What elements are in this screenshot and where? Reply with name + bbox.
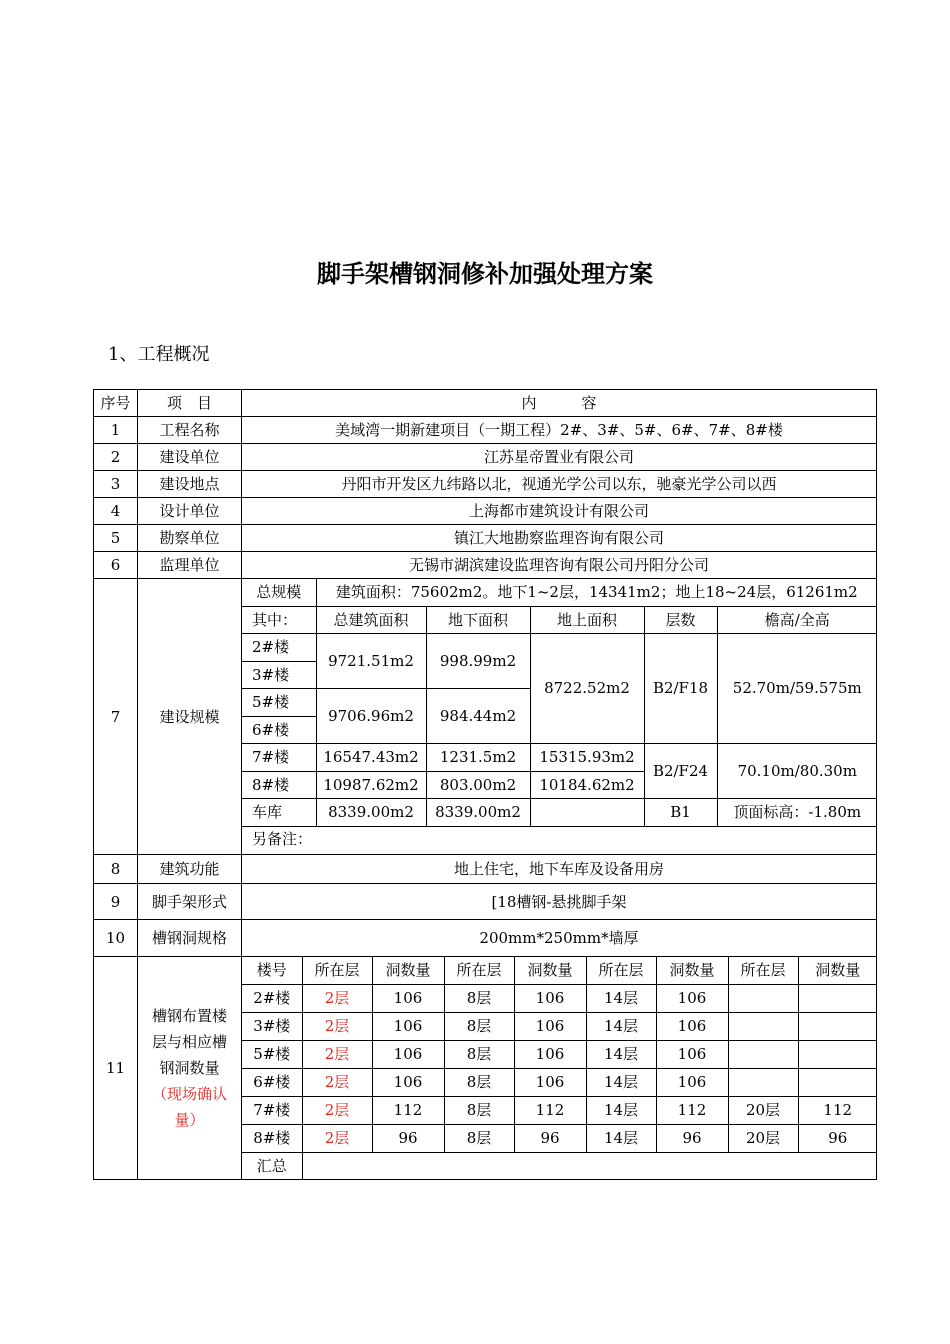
holes-count: 112 bbox=[798, 1096, 877, 1124]
row-no: 4 bbox=[94, 498, 138, 525]
holes-floor: 2层 bbox=[302, 984, 372, 1012]
holes-count: 112 bbox=[656, 1096, 728, 1124]
total-area-value: 16547.43m2 bbox=[316, 743, 426, 771]
holes-floor: 20层 bbox=[728, 1124, 798, 1152]
aboveground-area-value: 10184.62m2 bbox=[530, 771, 644, 798]
row-item: 工程名称 bbox=[138, 417, 242, 444]
holes-floor: 14层 bbox=[586, 1124, 656, 1152]
total-area-value: 9706.96m2 bbox=[316, 688, 426, 743]
table-row bbox=[94, 471, 877, 498]
holes-floor: 8层 bbox=[444, 1124, 514, 1152]
holes-building: 5#楼 bbox=[242, 1040, 302, 1068]
holes-count: 106 bbox=[656, 984, 728, 1012]
holes-floor bbox=[728, 1068, 798, 1096]
row-no: 3 bbox=[94, 471, 138, 498]
header-item: 项 目 bbox=[138, 390, 242, 417]
holes-count bbox=[798, 984, 877, 1012]
holes-count: 106 bbox=[372, 1040, 444, 1068]
holes-floor bbox=[728, 1040, 798, 1068]
holes-count: 106 bbox=[514, 1068, 586, 1096]
holes-header: 所在层 bbox=[302, 957, 372, 984]
holes-building: 6#楼 bbox=[242, 1068, 302, 1096]
row-no: 6 bbox=[94, 552, 138, 579]
holes-floor: 14层 bbox=[586, 1012, 656, 1040]
sub-header-floors: 层数 bbox=[644, 606, 717, 633]
aboveground-area-value bbox=[530, 798, 644, 826]
row-content: 上海都市建筑设计有限公司 bbox=[242, 498, 877, 525]
row-item-holes bbox=[138, 957, 242, 1180]
holes-header-row bbox=[242, 957, 877, 984]
table-row bbox=[94, 920, 877, 957]
holes-header: 所在层 bbox=[728, 957, 798, 984]
holes-count: 112 bbox=[372, 1096, 444, 1124]
row-content: [18槽钢-悬挑脚手架 bbox=[242, 884, 877, 920]
row-item: 建筑功能 bbox=[138, 855, 242, 884]
holes-building: 8#楼 bbox=[242, 1124, 302, 1152]
scale-detail-cell bbox=[242, 579, 877, 855]
row-item: 槽钢洞规格 bbox=[138, 920, 242, 957]
holes-floor: 8层 bbox=[444, 1012, 514, 1040]
project-overview-table bbox=[93, 389, 877, 1180]
holes-building: 3#楼 bbox=[242, 1012, 302, 1040]
sub-header-underground-area: 地下面积 bbox=[426, 606, 530, 633]
row-no: 5 bbox=[94, 525, 138, 552]
floors-value: B2/F18 bbox=[644, 633, 717, 743]
underground-area-value: 8339.00m2 bbox=[426, 798, 530, 826]
holes-header: 洞数量 bbox=[514, 957, 586, 984]
item-line: 层与相应槽 bbox=[151, 1033, 227, 1051]
item-note-red: 量） bbox=[174, 1111, 205, 1129]
holes-floor: 2层 bbox=[302, 1096, 372, 1124]
row-content: 江苏星帝置业有限公司 bbox=[242, 444, 877, 471]
holes-count: 96 bbox=[372, 1124, 444, 1152]
holes-count: 106 bbox=[514, 1012, 586, 1040]
item-note-red: （现场确认 bbox=[151, 1085, 227, 1103]
table-row bbox=[94, 884, 877, 920]
table-row bbox=[94, 498, 877, 525]
holes-detail-cell bbox=[242, 957, 877, 1180]
holes-count: 106 bbox=[372, 1012, 444, 1040]
holes-floor: 20层 bbox=[728, 1096, 798, 1124]
row-item: 设计单位 bbox=[138, 498, 242, 525]
holes-floor bbox=[728, 984, 798, 1012]
sub-header-total-area: 总建筑面积 bbox=[316, 606, 426, 633]
total-scale-text: 建筑面积：75602m2。地下1~2层，14341m2；地上18~24层，61261m2 bbox=[316, 579, 877, 606]
holes-count: 106 bbox=[656, 1040, 728, 1068]
underground-area-value: 1231.5m2 bbox=[426, 743, 530, 771]
height-value: 52.70m/59.575m bbox=[717, 633, 877, 743]
total-area-value: 9721.51m2 bbox=[316, 633, 426, 688]
holes-floor: 8层 bbox=[444, 984, 514, 1012]
row-no: 11 bbox=[94, 957, 138, 1180]
table-row bbox=[94, 525, 877, 552]
row-no: 10 bbox=[94, 920, 138, 957]
holes-summary-label: 汇总 bbox=[242, 1152, 302, 1179]
building-label: 2#楼 bbox=[242, 633, 316, 661]
row-no: 7 bbox=[94, 579, 138, 855]
holes-floor: 14层 bbox=[586, 1068, 656, 1096]
row-content: 200mm*250mm*墙厚 bbox=[242, 920, 877, 957]
holes-floor: 14层 bbox=[586, 984, 656, 1012]
building-label: 5#楼 bbox=[242, 688, 316, 716]
holes-floor: 2层 bbox=[302, 1068, 372, 1096]
underground-area-value: 984.44m2 bbox=[426, 688, 530, 743]
page-title: 脚手架槽钢洞修补加强处理方案 bbox=[317, 260, 653, 288]
holes-header: 所在层 bbox=[444, 957, 514, 984]
holes-count: 106 bbox=[514, 1040, 586, 1068]
table-row bbox=[94, 444, 877, 471]
underground-area-value: 998.99m2 bbox=[426, 633, 530, 688]
holes-row bbox=[242, 1124, 877, 1152]
row-item: 脚手架形式 bbox=[138, 884, 242, 920]
table-row bbox=[94, 855, 877, 884]
table-row bbox=[94, 417, 877, 444]
holes-floor: 2层 bbox=[302, 1012, 372, 1040]
floors-value: B2/F24 bbox=[644, 743, 717, 798]
holes-floor: 2层 bbox=[302, 1040, 372, 1068]
building-label: 7#楼 bbox=[242, 743, 316, 771]
holes-count: 106 bbox=[372, 984, 444, 1012]
holes-building: 2#楼 bbox=[242, 984, 302, 1012]
height-value: 顶面标高：-1.80m bbox=[717, 798, 877, 826]
row-content: 无锡市湖滨建设监理咨询有限公司丹阳分公司 bbox=[242, 552, 877, 579]
height-value: 70.10m/80.30m bbox=[717, 743, 877, 798]
row-content: 镇江大地勘察监理咨询有限公司 bbox=[242, 525, 877, 552]
table-row bbox=[94, 552, 877, 579]
row-content: 地上住宅，地下车库及设备用房 bbox=[242, 855, 877, 884]
row-item: 建设规模 bbox=[138, 579, 242, 855]
holes-header: 所在层 bbox=[586, 957, 656, 984]
row-item: 监理单位 bbox=[138, 552, 242, 579]
holes-count bbox=[798, 1040, 877, 1068]
aboveground-area-value: 8722.52m2 bbox=[530, 633, 644, 743]
holes-summary-value bbox=[302, 1152, 877, 1179]
header-content: 内 容 bbox=[242, 390, 877, 417]
holes-count: 96 bbox=[514, 1124, 586, 1152]
total-area-value: 8339.00m2 bbox=[316, 798, 426, 826]
holes-floor: 8层 bbox=[444, 1068, 514, 1096]
floors-value: B1 bbox=[644, 798, 717, 826]
sub-header-among: 其中： bbox=[242, 606, 316, 633]
row-item: 建设单位 bbox=[138, 444, 242, 471]
note-label: 另备注： bbox=[242, 826, 877, 852]
holes-summary-row bbox=[242, 1152, 877, 1179]
holes-floor: 14层 bbox=[586, 1040, 656, 1068]
header-no: 序号 bbox=[94, 390, 138, 417]
holes-floor: 14层 bbox=[586, 1096, 656, 1124]
holes-floor bbox=[728, 1012, 798, 1040]
table-row-holes bbox=[94, 957, 877, 1180]
holes-header: 洞数量 bbox=[372, 957, 444, 984]
holes-count: 106 bbox=[372, 1068, 444, 1096]
garage-label: 车库 bbox=[242, 798, 316, 826]
holes-header: 洞数量 bbox=[656, 957, 728, 984]
holes-count: 106 bbox=[656, 1012, 728, 1040]
total-scale-label: 总规模 bbox=[242, 579, 316, 606]
holes-count: 96 bbox=[798, 1124, 877, 1152]
total-area-value: 10987.62m2 bbox=[316, 771, 426, 798]
building-label: 6#楼 bbox=[242, 716, 316, 743]
item-line: 钢洞数量 bbox=[159, 1059, 220, 1077]
item-line: 槽钢布置楼 bbox=[151, 1007, 227, 1025]
row-no: 8 bbox=[94, 855, 138, 884]
holes-header: 洞数量 bbox=[798, 957, 877, 984]
holes-count: 106 bbox=[514, 984, 586, 1012]
row-no: 1 bbox=[94, 417, 138, 444]
sub-header-height: 檐高/全高 bbox=[717, 606, 877, 633]
holes-row bbox=[242, 1068, 877, 1096]
aboveground-area-value: 15315.93m2 bbox=[530, 743, 644, 771]
section-heading: 1、工程概况 bbox=[108, 344, 210, 365]
row-no: 2 bbox=[94, 444, 138, 471]
holes-count bbox=[798, 1012, 877, 1040]
holes-row bbox=[242, 984, 877, 1012]
holes-building: 7#楼 bbox=[242, 1096, 302, 1124]
building-label: 8#楼 bbox=[242, 771, 316, 798]
row-content: 美域湾一期新建项目（一期工程）2#、3#、5#、6#、7#、8#楼 bbox=[242, 417, 877, 444]
row-no: 9 bbox=[94, 884, 138, 920]
holes-subtable bbox=[242, 957, 877, 1179]
underground-area-value: 803.00m2 bbox=[426, 771, 530, 798]
holes-floor: 2层 bbox=[302, 1124, 372, 1152]
holes-floor: 8层 bbox=[444, 1096, 514, 1124]
table-header-row bbox=[94, 390, 877, 417]
holes-row bbox=[242, 1040, 877, 1068]
holes-row bbox=[242, 1012, 877, 1040]
holes-count: 112 bbox=[514, 1096, 586, 1124]
row-item: 建设地点 bbox=[138, 471, 242, 498]
row-content: 丹阳市开发区九纬路以北，视通光学公司以东，驰豪光学公司以西 bbox=[242, 471, 877, 498]
holes-header: 楼号 bbox=[242, 957, 302, 984]
holes-count: 96 bbox=[656, 1124, 728, 1152]
scale-subtable bbox=[242, 579, 877, 852]
row-item: 勘察单位 bbox=[138, 525, 242, 552]
table-row-scale bbox=[94, 579, 877, 855]
sub-header-aboveground-area: 地上面积 bbox=[530, 606, 644, 633]
building-label: 3#楼 bbox=[242, 661, 316, 688]
holes-count: 106 bbox=[656, 1068, 728, 1096]
holes-floor: 8层 bbox=[444, 1040, 514, 1068]
holes-row bbox=[242, 1096, 877, 1124]
holes-count bbox=[798, 1068, 877, 1096]
